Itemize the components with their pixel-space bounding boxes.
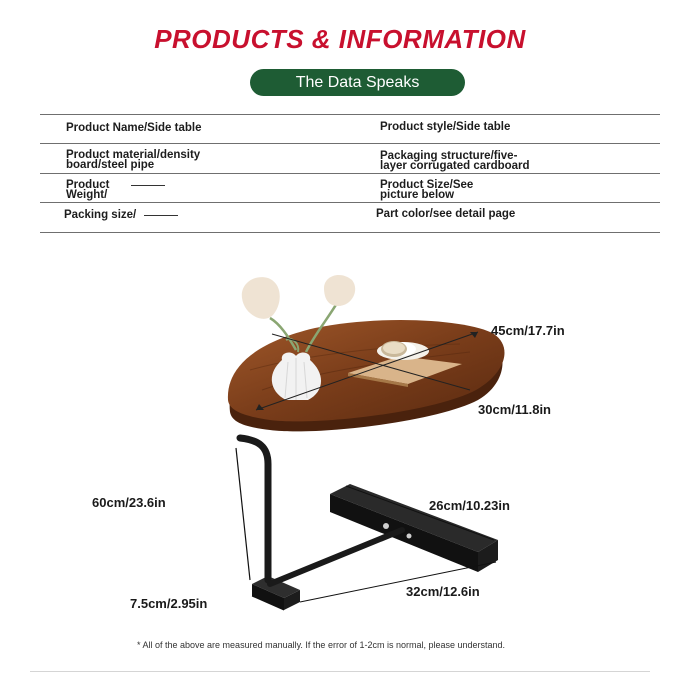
table-divider bbox=[40, 173, 660, 174]
spec-packaging-line2: layer corrugated cardboard bbox=[380, 160, 530, 172]
spec-packaging-line1: Packaging structure/five- bbox=[380, 150, 518, 162]
spec-product-style: Product style/Side table bbox=[380, 121, 511, 133]
spec-material-line2: board/steel pipe bbox=[66, 159, 155, 171]
subtitle-badge: The Data Speaks bbox=[250, 69, 465, 96]
spec-material bbox=[66, 150, 200, 170]
spec-part-color: Part color/see detail page bbox=[376, 208, 516, 220]
dim-height: 60cm/23.6in bbox=[92, 495, 166, 510]
measurement-footnote: * All of the above are measured manually. If the error of 1-2cm is normal, please understand. bbox=[137, 640, 506, 650]
dim-top-length: 45cm/17.7in bbox=[491, 323, 565, 338]
spec-size-line2: picture below bbox=[380, 189, 455, 201]
table-divider bbox=[40, 232, 660, 233]
spec-weight-line2: Weight/ bbox=[66, 189, 108, 201]
dim-foot: 7.5cm/2.95in bbox=[130, 596, 208, 611]
dim-base-bar: 26cm/10.23in bbox=[429, 498, 510, 513]
spec-size bbox=[380, 180, 473, 200]
table-divider bbox=[40, 114, 660, 115]
dim-base-length: 32cm/12.6in bbox=[406, 584, 480, 599]
table-divider bbox=[40, 202, 660, 203]
side-table-illustration bbox=[0, 240, 680, 630]
blank-value bbox=[131, 185, 165, 186]
spec-table bbox=[40, 114, 660, 232]
bottom-divider bbox=[30, 671, 650, 672]
page-title: PRODUCTS & INFORMATION bbox=[154, 24, 526, 54]
spec-product-name: Product Name/Side table bbox=[66, 122, 202, 134]
table-divider bbox=[40, 143, 660, 144]
spec-weight bbox=[66, 180, 165, 200]
spec-size-line1: Product Size/See bbox=[380, 179, 474, 191]
spec-packaging bbox=[380, 151, 530, 171]
spec-weight-line1: Product bbox=[66, 180, 165, 190]
spec-packing-size: Packing size/ bbox=[64, 210, 178, 220]
spec-material-line1: Product material/density bbox=[66, 149, 201, 161]
dim-top-width: 30cm/11.8in bbox=[478, 402, 551, 417]
blank-value bbox=[144, 215, 178, 216]
product-figure bbox=[0, 240, 680, 630]
